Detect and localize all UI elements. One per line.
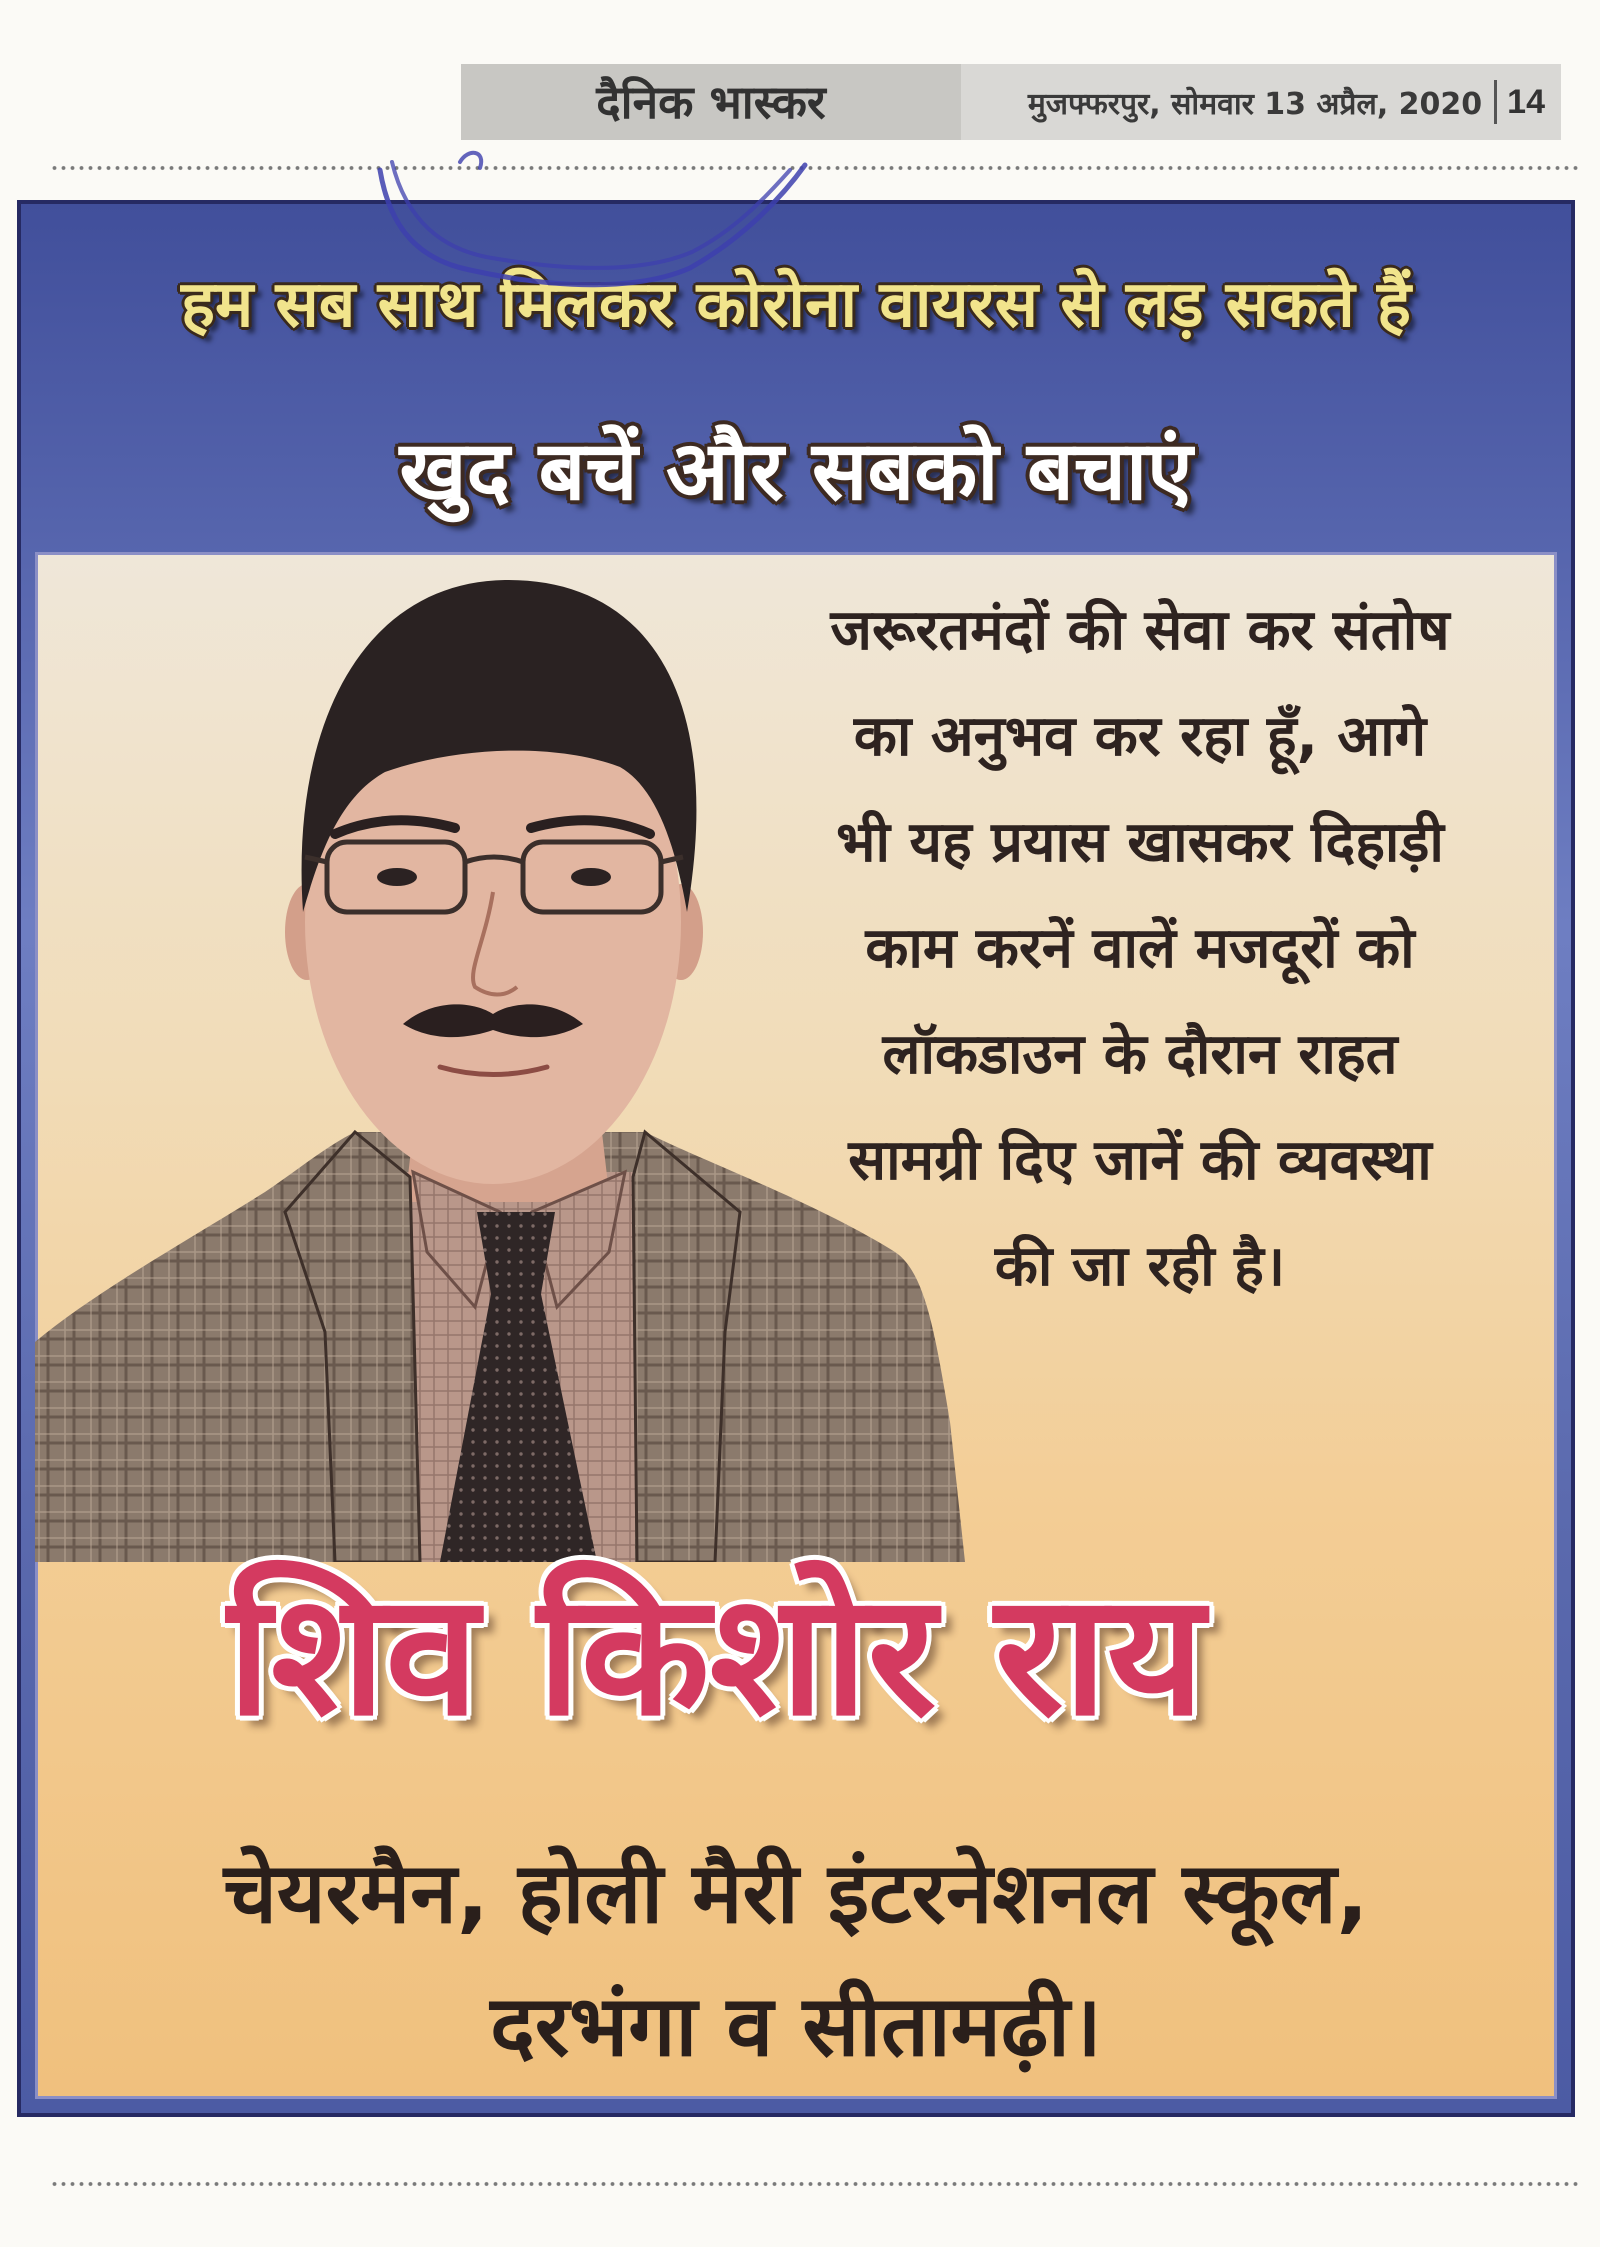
chairman-name: शिव किशोर राय <box>227 1557 1205 1753</box>
advertisement-panel <box>35 552 1557 2099</box>
quote-line: जरूरतमंदों की सेवा कर संतोष <box>830 598 1450 663</box>
quote-line: सामग्री दिए जानें की व्यवस्था <box>848 1128 1432 1193</box>
quote-line: लॉकडाउन के दौरान राहत <box>882 1022 1398 1087</box>
dateline-box <box>961 64 1561 140</box>
advertisement-frame <box>17 200 1575 2117</box>
quote-line: का अनुभव कर रहा हूँ, आगे <box>853 704 1427 769</box>
newspaper-masthead: दैनिक भास्कर <box>596 75 826 129</box>
quote-line: भी यह प्रयास खासकर दिहाड़ी <box>836 810 1444 875</box>
ad-headline: हम सब साथ मिलकर कोरोना वायरस से लड़ सकते हैं <box>181 268 1411 342</box>
designation-line: चेयरमैन, होली मैरी इंटरनेशनल स्कूल, <box>223 1844 1369 1942</box>
page-number: 14 <box>1494 80 1545 124</box>
designation-line: दरभंगा व सीतामढ़ी। <box>490 1977 1102 2075</box>
bottom-dotted-rule <box>50 2180 1580 2188</box>
quote-line: काम करनें वालें मजदूरों को <box>865 916 1415 981</box>
chairman-quote <box>730 578 1550 1320</box>
ad-subheadline: खुद बचें और सबको बचाएं <box>399 424 1193 519</box>
newspaper-header-strip <box>461 64 1561 140</box>
quote-line: की जा रही है। <box>994 1234 1286 1299</box>
top-dotted-rule <box>50 164 1580 172</box>
masthead-box <box>461 64 961 140</box>
dateline: मुजफ्फरपुर, सोमवार 13 अप्रैल, 2020 <box>1027 86 1483 122</box>
